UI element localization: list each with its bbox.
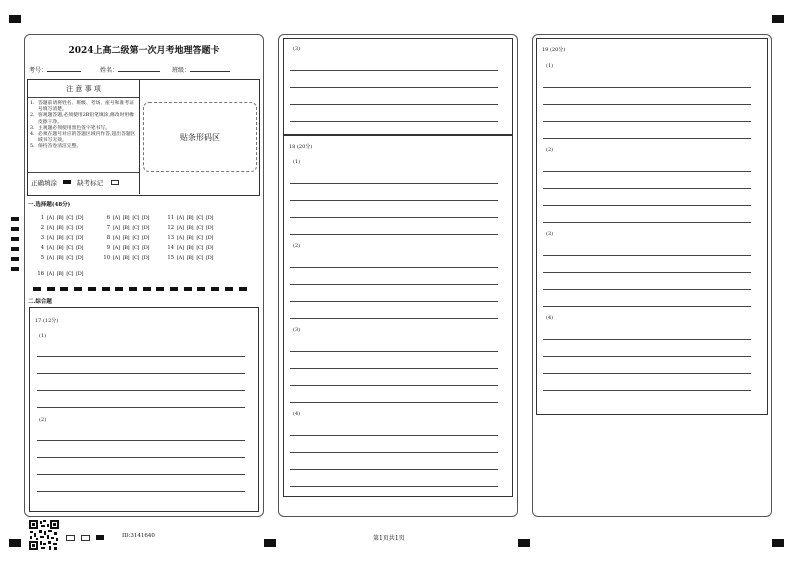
- answer-bubble[interactable]: [C]: [132, 245, 140, 251]
- timing-dash: [143, 287, 151, 291]
- answer-bubble[interactable]: [D]: [206, 215, 214, 221]
- answer-line[interactable]: [290, 87, 498, 88]
- notice-bottom-line: [28, 172, 139, 173]
- answer-bubble[interactable]: [C]: [66, 245, 74, 251]
- answer-line[interactable]: [543, 339, 751, 340]
- timing-dash: [156, 287, 164, 291]
- question-number: 9: [106, 245, 110, 251]
- answer-bubble[interactable]: [A]: [177, 215, 184, 221]
- q19-part1-label: (1): [546, 63, 554, 69]
- answer-bubble[interactable]: [A]: [113, 245, 120, 251]
- answer-bubble[interactable]: [D]: [142, 235, 150, 241]
- answer-bubble[interactable]: [A]: [47, 271, 54, 277]
- footer-box-3: [96, 535, 104, 540]
- answer-bubble[interactable]: [B]: [56, 255, 64, 261]
- question-number: 11: [167, 215, 174, 221]
- answer-bubble[interactable]: [A]: [113, 215, 120, 221]
- answer-bubble[interactable]: [C]: [132, 235, 140, 241]
- timing-mark: [11, 227, 19, 231]
- registration-mark-bottom-mid-right: [518, 539, 530, 547]
- answer-bubble[interactable]: [B]: [186, 245, 194, 251]
- mcq-question-row: [102, 215, 152, 221]
- page-number: 第1页共1页: [373, 535, 405, 542]
- timing-dash: [33, 287, 41, 291]
- mcq-question-row: [166, 255, 216, 261]
- answer-bubble[interactable]: [B]: [122, 215, 130, 221]
- registration-mark-bottom-left: [9, 539, 21, 547]
- answer-bubble[interactable]: [D]: [206, 245, 214, 251]
- field-name: [100, 65, 160, 74]
- notice-item: 2. 客观题答题,必须使用2B铅笔填涂,修改时用橡皮擦干净。: [30, 113, 134, 125]
- answer-line[interactable]: [290, 402, 498, 403]
- correct-fill-row: [31, 178, 119, 187]
- answer-bubble[interactable]: [D]: [142, 225, 150, 231]
- document-id: ID:3141640: [122, 533, 155, 539]
- mcq-question-row: [166, 245, 216, 251]
- answer-line[interactable]: [290, 301, 498, 302]
- answer-bubble[interactable]: [A]: [113, 235, 120, 241]
- answer-bubble[interactable]: [D]: [206, 225, 214, 231]
- timing-dash: [239, 287, 247, 291]
- answer-line[interactable]: [543, 87, 751, 88]
- q18-part4-label: (4): [293, 411, 301, 417]
- answer-bubble[interactable]: [B]: [186, 255, 194, 261]
- q19-part3-label: (3): [546, 231, 554, 237]
- question-number: 7: [106, 225, 110, 231]
- answer-bubble[interactable]: [A]: [47, 225, 54, 231]
- question-number: 6: [106, 215, 110, 221]
- exam-number-input[interactable]: [47, 65, 81, 72]
- question-number: 8: [106, 235, 110, 241]
- q17-part2-label: (2): [39, 417, 47, 423]
- answer-bubble[interactable]: [A]: [113, 255, 120, 261]
- mcq-question-row: [166, 235, 216, 241]
- timing-dash: [225, 287, 233, 291]
- q17-label: 17 (12分): [35, 318, 59, 324]
- q17-part1-label: (1): [39, 333, 47, 339]
- answer-bubble[interactable]: [A]: [47, 235, 54, 241]
- answer-line[interactable]: [543, 306, 751, 307]
- answer-line[interactable]: [290, 121, 498, 122]
- question-number: 13: [167, 235, 174, 241]
- timing-dash: [47, 287, 55, 291]
- answer-line[interactable]: [290, 452, 498, 453]
- answer-line[interactable]: [543, 205, 751, 206]
- answer-line[interactable]: [290, 368, 498, 369]
- answer-bubble[interactable]: [D]: [76, 215, 84, 221]
- question-number: 4: [40, 245, 44, 251]
- answer-bubble[interactable]: [D]: [142, 215, 150, 221]
- answer-bubble[interactable]: [C]: [66, 235, 74, 241]
- field-exam-number: [29, 65, 81, 74]
- question-number: 16: [37, 271, 44, 277]
- question-number: 14: [167, 245, 174, 251]
- notice-divider: [139, 79, 140, 194]
- answer-line[interactable]: [290, 435, 498, 436]
- answer-bubble[interactable]: [C]: [132, 225, 140, 231]
- timing-mark: [11, 247, 19, 251]
- answer-bubble[interactable]: [D]: [76, 255, 84, 261]
- answer-bubble[interactable]: [A]: [113, 225, 120, 231]
- q18-part2-label: (2): [293, 243, 301, 249]
- answer-line[interactable]: [290, 486, 498, 487]
- q18-part1-label: (1): [293, 159, 301, 165]
- field-class: [172, 65, 230, 74]
- answer-bubble[interactable]: [B]: [56, 235, 64, 241]
- timing-dash: [115, 287, 123, 291]
- name-input[interactable]: [118, 65, 160, 72]
- answer-bubble[interactable]: [D]: [76, 245, 84, 251]
- timing-dash: [170, 287, 178, 291]
- answer-bubble[interactable]: [A]: [177, 225, 184, 231]
- registration-mark-bottom-mid-left: [264, 539, 276, 547]
- correct-fill-label: 正确填涂: [31, 179, 57, 187]
- answer-bubble[interactable]: [B]: [122, 255, 130, 261]
- answer-line[interactable]: [290, 234, 498, 235]
- answer-bubble[interactable]: [B]: [56, 271, 64, 277]
- timing-mark: [11, 237, 19, 241]
- answer-bubble[interactable]: [D]: [76, 225, 84, 231]
- answer-line[interactable]: [543, 373, 751, 374]
- answer-line[interactable]: [543, 255, 751, 256]
- registration-mark-bottom-right: [772, 539, 784, 547]
- answer-bubble[interactable]: [A]: [47, 245, 54, 251]
- mcq-question-row: [102, 255, 152, 261]
- answer-line[interactable]: [290, 217, 498, 218]
- class-input[interactable]: [190, 65, 230, 72]
- answer-bubble[interactable]: [B]: [122, 245, 130, 251]
- q19-label: 19 (20分): [542, 47, 566, 53]
- answer-line[interactable]: [37, 474, 245, 475]
- timing-dash: [74, 287, 82, 291]
- q17-part3-label: (3): [293, 46, 301, 52]
- mcq-question-row: [102, 225, 152, 231]
- answer-bubble[interactable]: [B]: [186, 225, 194, 231]
- answer-bubble[interactable]: [B]: [186, 215, 194, 221]
- answer-bubble[interactable]: [C]: [66, 215, 74, 221]
- mcq-question-row: [166, 215, 216, 221]
- qr-code-icon: [29, 520, 59, 550]
- answer-bubble[interactable]: [C]: [196, 215, 204, 221]
- timing-dash: [88, 287, 96, 291]
- mcq-question-row: [102, 245, 152, 251]
- field-label: 姓名：: [100, 67, 119, 74]
- answer-line[interactable]: [37, 407, 245, 408]
- answer-bubble[interactable]: [D]: [142, 245, 150, 251]
- section2-title: 二.综合题: [28, 299, 52, 305]
- timing-dash: [129, 287, 137, 291]
- mcq-question-row: [36, 245, 86, 251]
- q19-box: [536, 38, 768, 415]
- answer-line[interactable]: [290, 385, 498, 386]
- answer-line[interactable]: [37, 373, 245, 374]
- answer-line[interactable]: [290, 70, 498, 71]
- answer-bubble[interactable]: [B]: [122, 235, 130, 241]
- mcq-question-row: [36, 225, 86, 231]
- q18-label: 18 (20分): [289, 144, 313, 150]
- mcq-question-row: [102, 235, 152, 241]
- timing-dash: [197, 287, 205, 291]
- q19-part4-label: (4): [546, 315, 554, 321]
- question-number: 15: [167, 255, 174, 261]
- timing-dash: [184, 287, 192, 291]
- answer-line[interactable]: [290, 284, 498, 285]
- answer-line[interactable]: [290, 200, 498, 201]
- answer-line[interactable]: [37, 390, 245, 391]
- field-label: 班级：: [172, 67, 191, 74]
- answer-bubble[interactable]: [B]: [56, 215, 64, 221]
- answer-line[interactable]: [290, 351, 498, 352]
- answer-bubble[interactable]: [A]: [177, 235, 184, 241]
- answer-line[interactable]: [543, 356, 751, 357]
- answer-line[interactable]: [290, 104, 498, 105]
- footer-box-1: [66, 535, 75, 541]
- answer-line[interactable]: [543, 390, 751, 391]
- question-number: 12: [167, 225, 174, 231]
- answer-line[interactable]: [290, 267, 498, 268]
- filled-mark-icon: [63, 180, 71, 184]
- answer-bubble[interactable]: [D]: [76, 271, 84, 277]
- question-number: 1: [40, 215, 44, 221]
- timing-dash: [102, 287, 110, 291]
- answer-bubble[interactable]: [C]: [196, 225, 204, 231]
- answer-bubble[interactable]: [D]: [206, 235, 214, 241]
- notice-item: 4. 必须在题号对应的答题区域内作答,超出答题区域书写无效。: [30, 132, 136, 144]
- answer-line[interactable]: [37, 356, 245, 357]
- notice-heading-line: [28, 97, 139, 98]
- question-number: 3: [40, 235, 44, 241]
- answer-line[interactable]: [543, 272, 751, 273]
- mcq-question-row: [36, 255, 86, 261]
- field-label: 考号：: [29, 67, 48, 74]
- notice-heading: 注 意 事 项: [66, 85, 101, 93]
- timing-mark: [11, 267, 19, 271]
- answer-line[interactable]: [543, 104, 751, 105]
- answer-bubble[interactable]: [D]: [206, 255, 214, 261]
- answer-line[interactable]: [37, 457, 245, 458]
- answer-line[interactable]: [543, 138, 751, 139]
- notice-item: 3. 主观题必须使用黑色签字笔书写。: [30, 125, 110, 131]
- footer-box-2: [81, 535, 90, 541]
- answer-bubble[interactable]: [C]: [66, 271, 74, 277]
- answer-line[interactable]: [37, 491, 245, 492]
- timing-mark: [11, 257, 19, 261]
- answer-line[interactable]: [543, 289, 751, 290]
- notice-item: 1. 答题前请将姓名、班级、考场、座号和准考证号填写清楚。: [30, 101, 134, 113]
- question-number: 10: [103, 255, 110, 261]
- mcq-question-row: [36, 235, 86, 241]
- answer-line[interactable]: [543, 222, 751, 223]
- barcode-label: 贴条形码区: [180, 133, 220, 142]
- page-title: 2024上高二级第一次月考地理答题卡: [68, 46, 220, 56]
- q18-part3-label: (3): [293, 327, 301, 333]
- q18-box: [283, 134, 513, 497]
- absent-label: 缺考标记: [77, 179, 104, 187]
- answer-bubble[interactable]: [C]: [132, 255, 140, 261]
- answer-line[interactable]: [543, 121, 751, 122]
- section1-title: 一.选择题(48分): [28, 202, 71, 208]
- registration-mark-top-left: [9, 15, 21, 23]
- answer-bubble[interactable]: [B]: [56, 245, 64, 251]
- answer-bubble[interactable]: [C]: [66, 255, 74, 261]
- answer-line[interactable]: [37, 440, 245, 441]
- question-number: 5: [40, 255, 44, 261]
- timing-mark: [11, 217, 19, 221]
- notice-item: 5. 保持答卷清洁完整。: [30, 144, 82, 150]
- answer-bubble[interactable]: [C]: [66, 225, 74, 231]
- answer-bubble[interactable]: [C]: [196, 245, 204, 251]
- answer-bubble[interactable]: [A]: [177, 245, 184, 251]
- answer-line[interactable]: [290, 183, 498, 184]
- notice-list: [30, 101, 136, 151]
- answer-bubble[interactable]: [A]: [47, 255, 54, 261]
- answer-bubble[interactable]: [C]: [132, 215, 140, 221]
- mcq-question-row: [36, 271, 86, 277]
- answer-line[interactable]: [290, 318, 498, 319]
- answer-bubble[interactable]: [C]: [196, 255, 204, 261]
- q19-part2-label: (2): [546, 147, 554, 153]
- absent-checkbox[interactable]: [111, 180, 119, 185]
- answer-line[interactable]: [290, 469, 498, 470]
- registration-mark-top-right: [772, 15, 784, 23]
- timing-dash: [211, 287, 219, 291]
- answer-bubble[interactable]: [D]: [76, 235, 84, 241]
- answer-line[interactable]: [543, 171, 751, 172]
- answer-bubble[interactable]: [A]: [177, 255, 184, 261]
- answer-bubble[interactable]: [B]: [122, 225, 130, 231]
- timing-dash: [60, 287, 68, 291]
- answer-bubble[interactable]: [B]: [56, 225, 64, 231]
- mcq-question-row: [166, 225, 216, 231]
- answer-line[interactable]: [543, 188, 751, 189]
- question-number: 2: [40, 225, 44, 231]
- answer-bubble[interactable]: [A]: [47, 215, 54, 221]
- q17-box: [29, 307, 259, 512]
- answer-bubble[interactable]: [C]: [196, 235, 204, 241]
- answer-bubble[interactable]: [D]: [142, 255, 150, 261]
- answer-bubble[interactable]: [B]: [186, 235, 194, 241]
- mcq-question-row: [36, 215, 86, 221]
